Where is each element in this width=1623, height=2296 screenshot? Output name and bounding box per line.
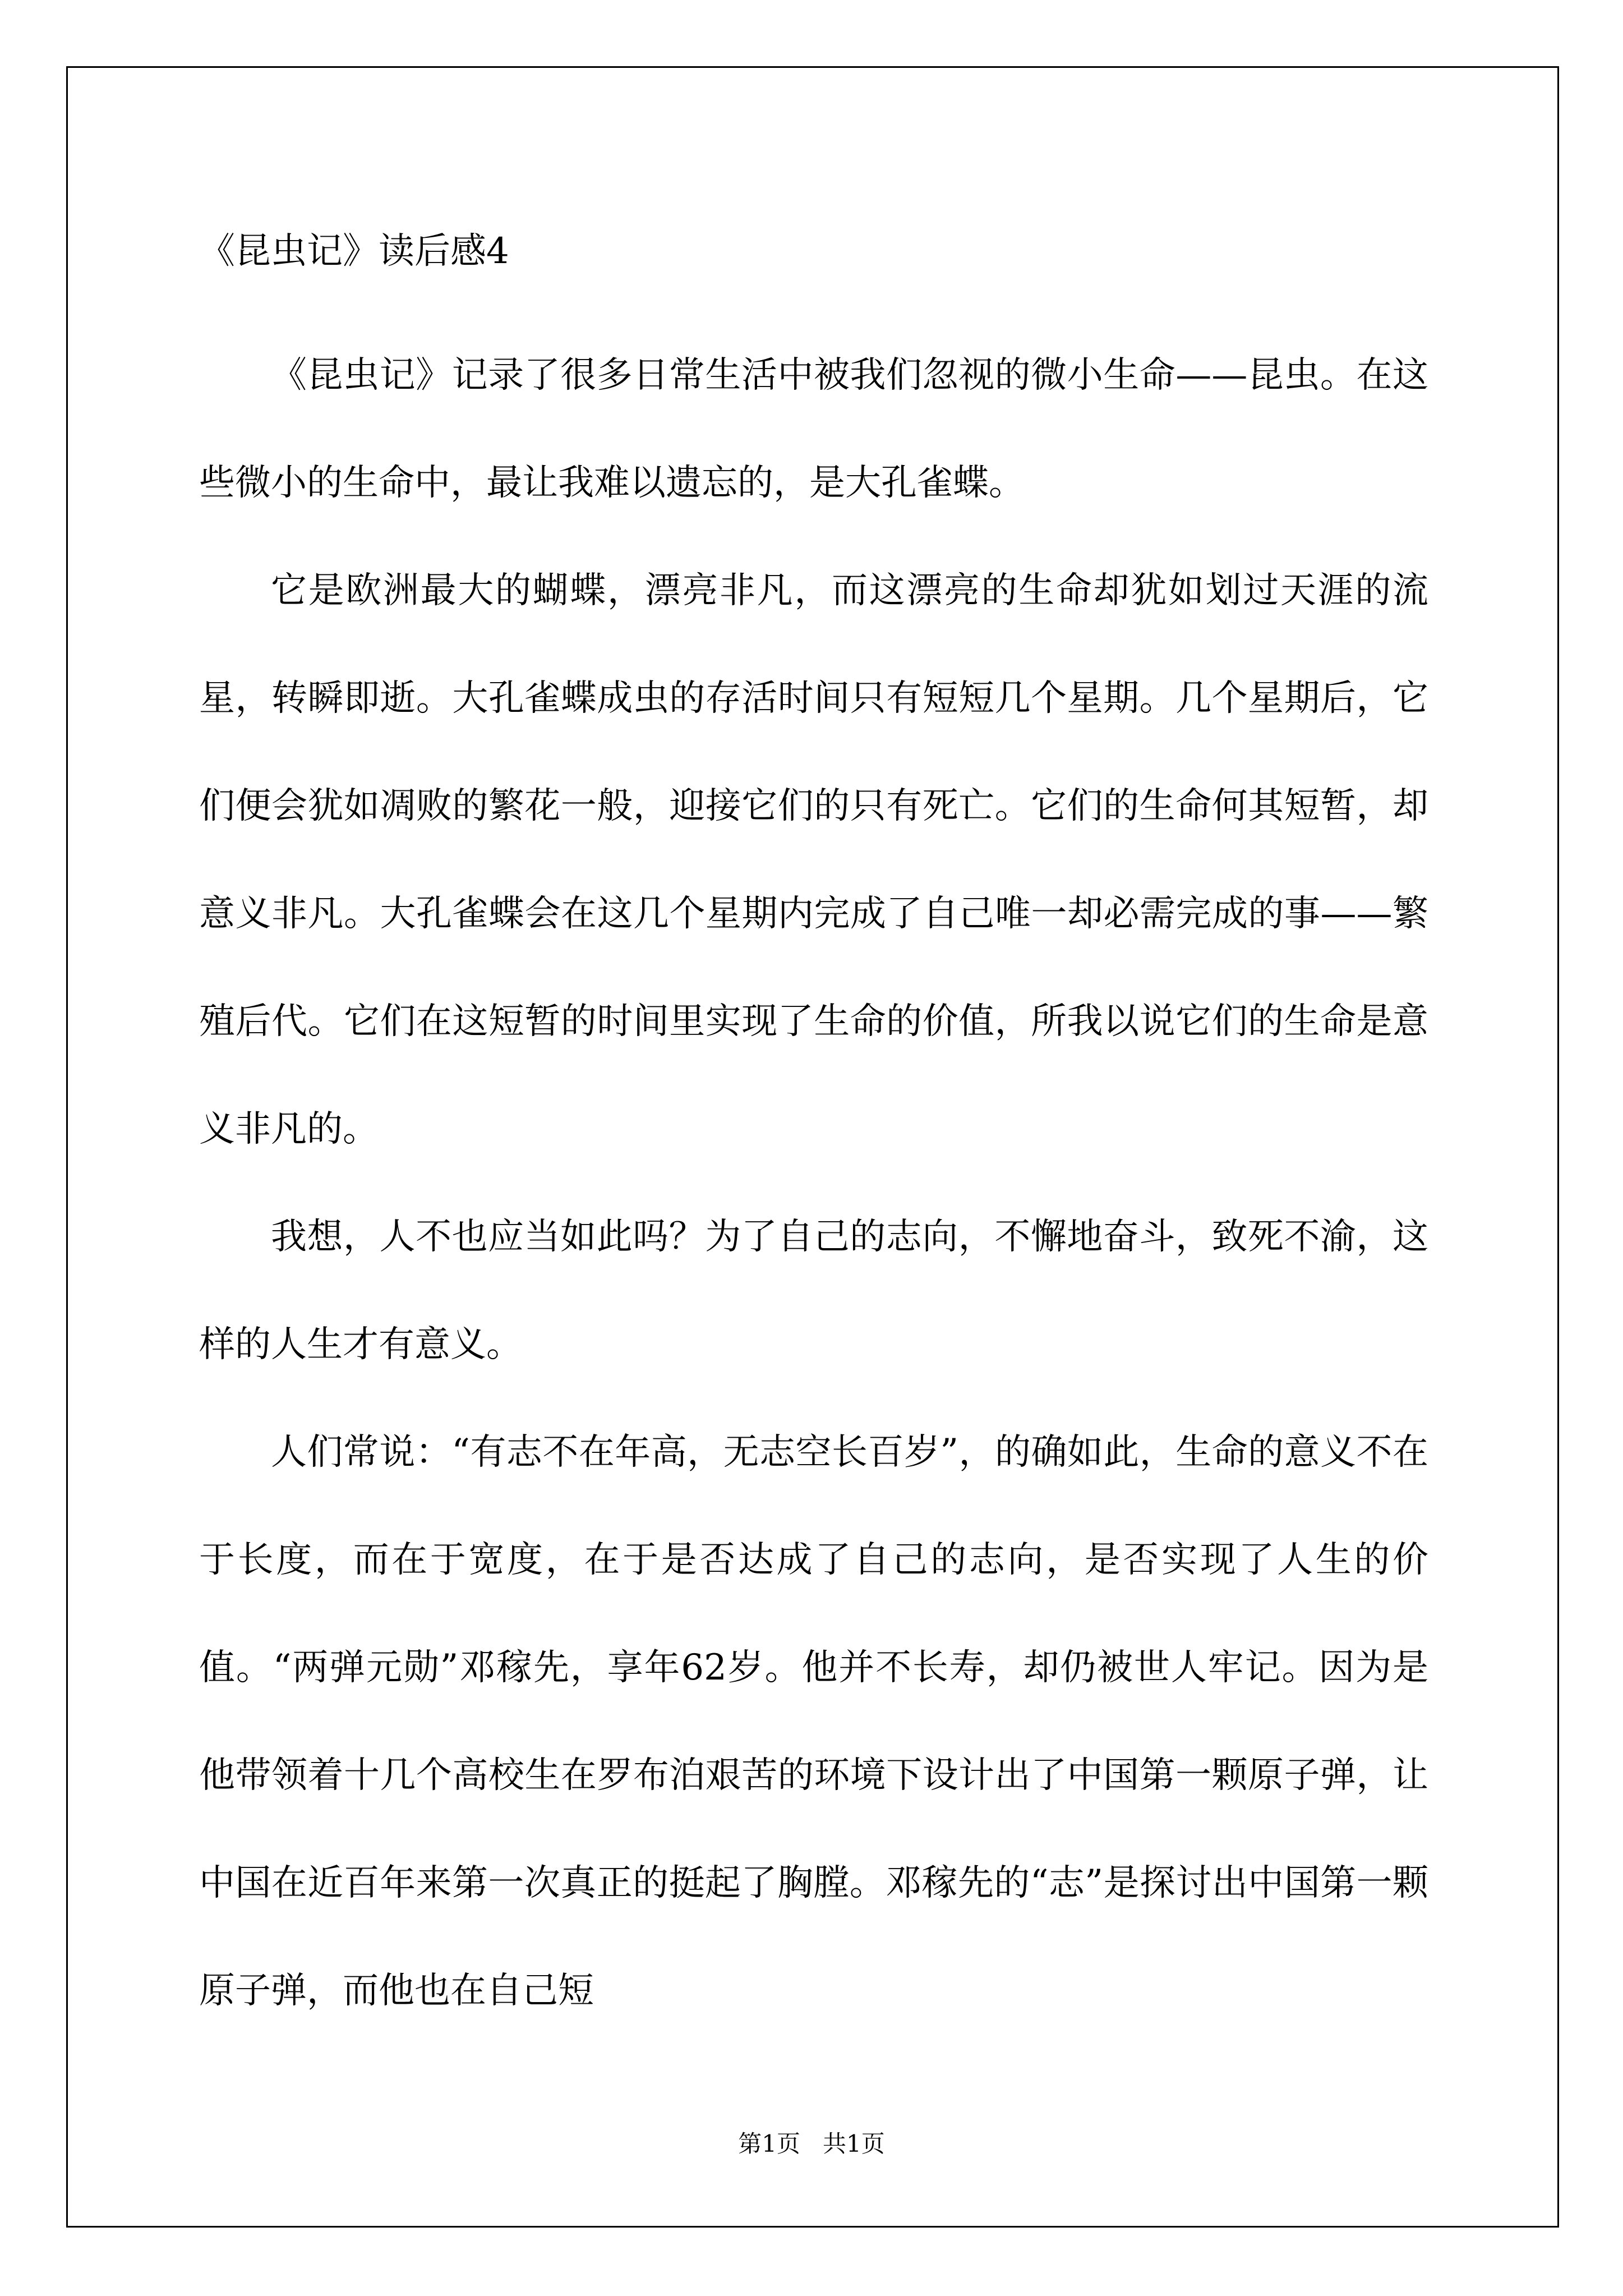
page-number-footer: 第1页 共1页 xyxy=(738,2130,885,2157)
paragraph: 我想，人不也应当如此吗？为了自己的志向，不懈地奋斗，致死不渝，这样的人生才有意义。 xyxy=(199,1216,1428,1365)
document-title: 《昆虫记》读后感4 xyxy=(199,231,509,272)
document-body xyxy=(199,321,1428,2045)
paragraph: 《昆虫记》记录了很多日常生活中被我们忽视的微小生命——昆虫。在这些微小的生命中，最让我难以遗忘的，是大孔雀蝶。 xyxy=(199,355,1428,504)
paragraph: 它是欧洲最大的蝴蝶，漂亮非凡，而这漂亮的生命却犹如划过天涯的流星，转瞬即逝。大孔雀蝶成虫的存活时间只有短短几个星期。几个星期后，它们便会犹如凋败的繁花一般，迎接它们的只有死亡。它们的生命何其短暂，却意义非凡。大孔雀蝶会在这几个星期内完成了自己唯一却必需完成的事——繁殖后代。它们在这短暂的时间里实现了生命的价值，所我以说它们的生命是意义非凡的。 xyxy=(199,570,1428,1150)
paragraph: 人们常说：“有志不在年高，无志空长百岁”，的确如此，生命的意义不在于长度，而在于宽度，在于是否达成了自己的志向，是否实现了人生的价值。“两弹元勋”邓稼先，享年62岁。他并不长寿，却仍被世人牢记。因为是他带领着十几个高校生在罗布泊艰苦的环境下设计出了中国第一颗原子弹，让中国在近百年来第一次真正的挺起了胸膛。邓稼先的“志”是探讨出中国第一颗原子弹，而他也在自己短 xyxy=(199,1432,1428,2012)
